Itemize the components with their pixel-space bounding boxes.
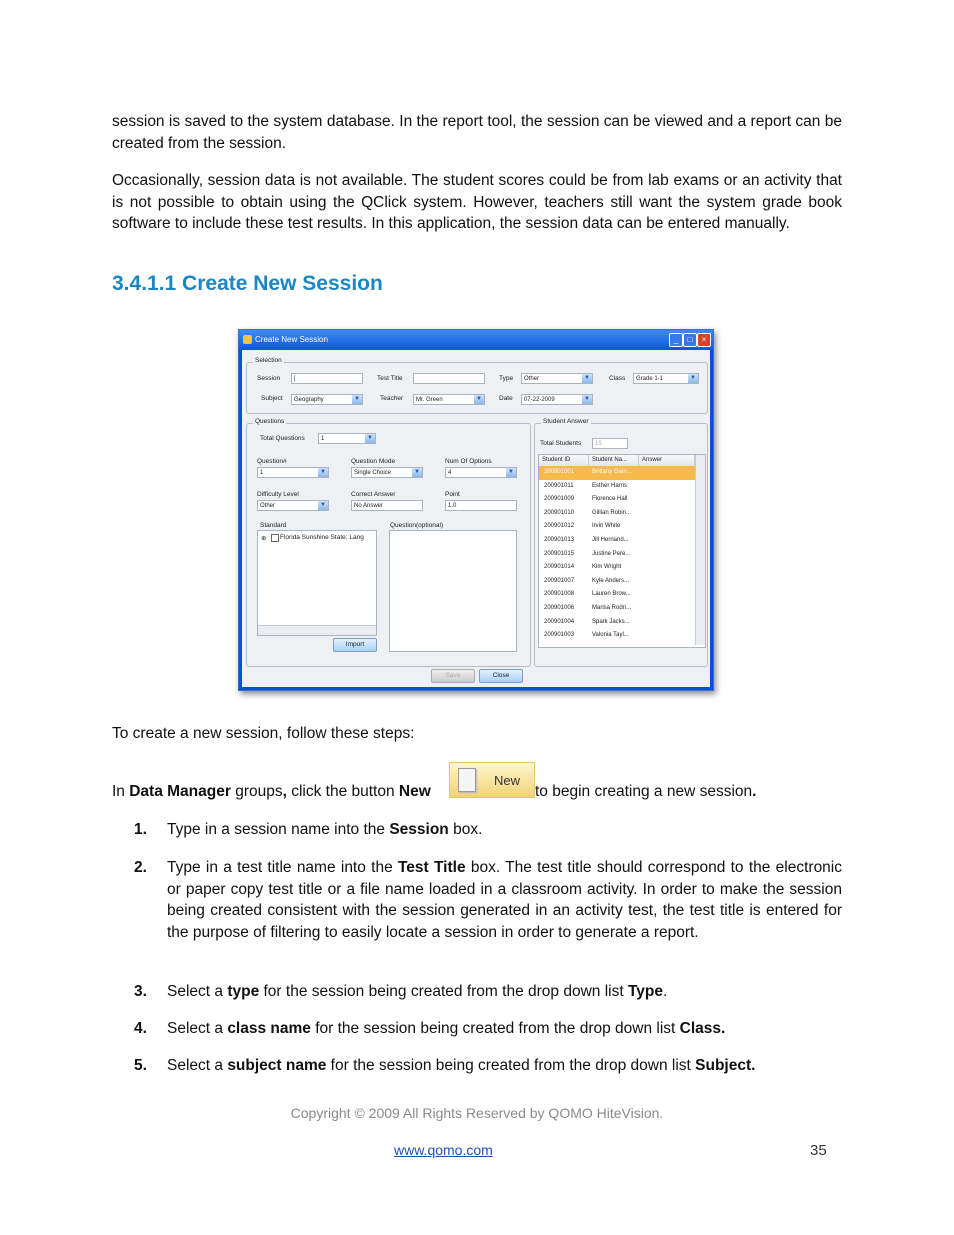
instruction-period: .: [752, 783, 757, 800]
table-row[interactable]: [539, 548, 695, 562]
vertical-scrollbar[interactable]: [695, 455, 705, 645]
class-label: Class: [609, 375, 626, 382]
step-text-d: Type: [627, 983, 663, 1000]
table-row[interactable]: [539, 602, 695, 616]
type-value: Other: [524, 376, 540, 382]
student-id-cell: 200901001: [544, 469, 575, 475]
student-name-cell: Florence Hall: [592, 496, 628, 503]
question-mode-select[interactable]: [351, 467, 423, 478]
table-row[interactable]: [539, 561, 695, 575]
question-number-select[interactable]: [257, 467, 329, 478]
point-label: Point: [445, 491, 460, 498]
step-number: 1.: [134, 821, 147, 838]
step-text-c: for the session being created from the drop down list: [259, 983, 628, 1000]
step-text-c: for the session being created from the drop down list: [310, 1020, 680, 1037]
teacher-select[interactable]: [413, 394, 485, 405]
instruction-mid2: click the button: [286, 783, 399, 800]
step-number: 5.: [134, 1057, 147, 1074]
student-name-cell: Gillian Robin...: [592, 509, 632, 516]
subject-label: Subject: [261, 395, 283, 402]
standard-label: Standard: [260, 522, 287, 529]
dialog-screenshot: [238, 329, 714, 691]
chevron-down-icon[interactable]: ▼: [365, 434, 375, 443]
student-id-cell: 200901003: [544, 632, 575, 639]
student-id-cell: 200901009: [544, 496, 575, 503]
chevron-down-icon[interactable]: ▼: [352, 395, 362, 404]
student-name-cell: Lauren Brow...: [592, 591, 631, 598]
new-button-image: [449, 762, 535, 798]
date-picker[interactable]: [521, 394, 593, 405]
teacher-label: Teacher: [380, 395, 404, 402]
table-row[interactable]: [539, 480, 695, 494]
close-icon[interactable]: ×: [697, 333, 711, 347]
step-text-b: type: [227, 983, 260, 1000]
step-text-c: box. The test title should correspond to the electronic or paper copy test title or a file name loaded in a classroom activity. In order to make the session being created consistent with the session generated in an activity test, the test title is entered for the purpose of filtering to easily locate a session in order to generate a report.: [167, 859, 843, 942]
total-students-input: 15: [592, 438, 628, 449]
step-text: [167, 857, 842, 944]
minimize-icon[interactable]: _: [669, 333, 683, 347]
type-label: Type: [499, 375, 514, 382]
instruction-data-manager: Data Manager: [129, 783, 231, 800]
step-text-d: Class.: [679, 1020, 726, 1037]
test-title-input[interactable]: [413, 373, 485, 384]
chevron-down-icon[interactable]: ▼: [582, 374, 592, 383]
step-number: 3.: [134, 983, 147, 1000]
expand-icon[interactable]: ⊕: [261, 535, 267, 542]
total-students-label: Total Students: [540, 440, 582, 447]
step-text-b: subject name: [227, 1057, 327, 1074]
step-text: [167, 1018, 842, 1040]
question-mode-label: Question Mode: [351, 458, 396, 465]
horizontal-scrollbar[interactable]: [258, 625, 376, 635]
new-button-label: New: [494, 773, 521, 788]
table-row[interactable]: [539, 616, 695, 630]
type-select[interactable]: [521, 373, 593, 384]
checkbox-icon[interactable]: [271, 534, 279, 542]
instruction-line: [112, 783, 431, 801]
question-number-label: Question#: [257, 458, 287, 465]
table-row[interactable]: [539, 520, 695, 534]
student-answer-table[interactable]: [538, 454, 706, 648]
page-number: 35: [810, 1142, 827, 1159]
student-id-cell: 200901014: [544, 564, 575, 571]
save-button[interactable]: Save: [431, 669, 475, 683]
column-header-student-name[interactable]: Student Na...: [589, 455, 639, 466]
step-text-a: Select a: [167, 983, 228, 1000]
date-value: 07-22-2009: [524, 397, 555, 403]
total-questions-label: Total Questions: [260, 435, 305, 442]
correct-answer-label: Correct Answer: [351, 491, 396, 498]
difficulty-label: Difficulty Level: [257, 491, 299, 498]
class-value: Grade 1-1: [636, 376, 664, 382]
column-header-answer[interactable]: Answer: [639, 455, 695, 466]
questions-group: [246, 418, 531, 667]
question-optional-textarea[interactable]: [389, 530, 517, 652]
step-text-a: Select a: [167, 1020, 228, 1037]
correct-answer-input[interactable]: No Answer: [351, 500, 423, 511]
student-name-cell: Valonia Tayl...: [592, 632, 629, 639]
questions-group-title: Questions: [255, 418, 285, 425]
step-text-b: Test Title: [397, 859, 466, 876]
table-row[interactable]: [539, 507, 695, 521]
difficulty-value: Other: [260, 503, 276, 509]
num-options-value: 4: [448, 470, 452, 476]
import-button[interactable]: Import: [333, 638, 377, 652]
student-id-cell: 200901015: [544, 550, 575, 557]
question-number-value: 1: [260, 470, 264, 476]
student-id-cell: 200901013: [544, 537, 575, 543]
instruction-mid: groups: [230, 783, 283, 800]
student-name-cell: Justine Pere...: [592, 550, 631, 557]
session-label: Session: [257, 375, 281, 382]
instruction-post: to begin creating a new session: [535, 783, 753, 800]
chevron-down-icon[interactable]: ▼: [688, 374, 698, 383]
intro-paragraph-1: session is saved to the system database. In the report tool, the session can be viewed and a report can be created from the session.: [112, 113, 842, 152]
table-row[interactable]: [539, 629, 695, 643]
teacher-value: Mr. Green: [416, 397, 443, 403]
num-options-label: Num Of Options: [445, 458, 492, 465]
footer-copyright: Copyright © 2009 All Rights Reserved by QOMO HiteVision.: [290, 1105, 664, 1121]
table-row[interactable]: [539, 466, 695, 480]
window-client: [242, 350, 710, 687]
maximize-icon[interactable]: □: [683, 333, 697, 347]
table-row[interactable]: [539, 575, 695, 589]
step-text-c: box.: [448, 821, 483, 838]
section-heading: 3.4.1.1 Create New Session: [112, 272, 383, 295]
chevron-down-icon[interactable]: ▼: [474, 395, 484, 404]
table-row[interactable]: [539, 588, 695, 602]
student-id-cell: 200901010: [544, 509, 575, 516]
step-text: [167, 819, 842, 841]
close-button[interactable]: Close: [479, 669, 523, 683]
session-input[interactable]: |: [291, 373, 363, 384]
instruction-tail: [535, 783, 756, 801]
student-name-cell: Kyle Anders...: [592, 577, 630, 584]
student-id-cell: 200901004: [544, 618, 575, 625]
student-id-cell: 200901006: [544, 605, 575, 611]
chevron-down-icon[interactable]: ▼: [318, 501, 328, 510]
student-answer-group: [534, 418, 708, 667]
step-text-d: Subject.: [695, 1057, 756, 1074]
subject-select[interactable]: [291, 394, 363, 405]
student-id-cell: 200901007: [544, 577, 575, 584]
instruction-comma: ,: [282, 783, 287, 800]
step-number: 2.: [134, 859, 147, 876]
student-name-cell: Esther Harris: [592, 482, 628, 489]
student-answer-group-title: Student Answer: [543, 418, 589, 425]
subject-value: Geography: [294, 397, 324, 403]
standard-item[interactable]: Florida Sunshine State: Lang: [280, 534, 364, 541]
selection-group: [246, 357, 708, 414]
chevron-down-icon[interactable]: ▼: [318, 468, 328, 477]
instruction-pre: In: [112, 783, 130, 800]
step-text-a: Select a: [167, 1057, 228, 1074]
standard-tree[interactable]: [257, 530, 377, 636]
document-icon: [458, 768, 476, 792]
intro-paragraph-2: Occasionally, session data is not available. The student scores could be from lab exams or an activity that is not possible to obtain using the QClick system. However, teachers still want the system grade book software to include these test results. In this application, the session data can be entered manually.: [112, 172, 842, 233]
question-mode-value: Single Choice: [354, 470, 392, 476]
chevron-down-icon[interactable]: ▼: [582, 395, 592, 404]
step-text-b: Session: [389, 821, 449, 838]
column-header-student-id[interactable]: Student ID: [539, 455, 589, 466]
step-text-a: Type in a session name into the: [167, 821, 390, 838]
student-name-cell: Marisa Rodri...: [592, 605, 632, 611]
student-name-cell: Jill Hernand...: [592, 537, 629, 543]
window-title: Create New Session: [255, 335, 328, 344]
instruction-new: New: [398, 783, 431, 800]
total-questions-select[interactable]: [318, 433, 376, 444]
footer-url-link[interactable]: www.qomo.com: [394, 1142, 493, 1158]
step-text: [167, 981, 842, 1003]
step-text: [167, 1055, 842, 1077]
student-name-cell: Kim Wright: [592, 564, 622, 571]
class-select[interactable]: [633, 373, 699, 384]
test-title-label: Test Title: [377, 375, 403, 382]
student-name-cell: Irvin White: [592, 523, 621, 530]
create-session-window: [238, 329, 714, 691]
chevron-down-icon[interactable]: ▼: [412, 468, 422, 477]
table-row[interactable]: [539, 534, 695, 548]
step-number: 4.: [134, 1020, 147, 1037]
step-text-c: for the session being created from the drop down list: [326, 1057, 696, 1074]
step-text-a: Type in a test title name into the: [167, 859, 398, 876]
date-label: Date: [499, 395, 513, 402]
student-id-cell: 200901012: [544, 523, 575, 530]
question-optional-label: Question(optional): [390, 522, 444, 529]
chevron-down-icon[interactable]: ▼: [506, 468, 516, 477]
student-name-cell: Brittany Gain...: [592, 469, 632, 475]
selection-group-title: Selection: [255, 357, 282, 364]
steps-intro: To create a new session, follow these steps:: [112, 725, 415, 742]
app-icon: [243, 335, 252, 344]
step-text-b: class name: [227, 1020, 311, 1037]
step-text-e: .: [662, 983, 668, 1000]
num-options-select[interactable]: [445, 467, 517, 478]
window-titlebar: [239, 330, 713, 350]
total-questions-value: 1: [321, 436, 325, 442]
difficulty-select[interactable]: [257, 500, 329, 511]
student-id-cell: 200901011: [544, 482, 574, 489]
student-name-cell: Spark Jacks...: [592, 618, 630, 625]
student-id-cell: 200901008: [544, 591, 575, 598]
point-input[interactable]: 1.0: [445, 500, 517, 511]
table-row[interactable]: [539, 493, 695, 507]
